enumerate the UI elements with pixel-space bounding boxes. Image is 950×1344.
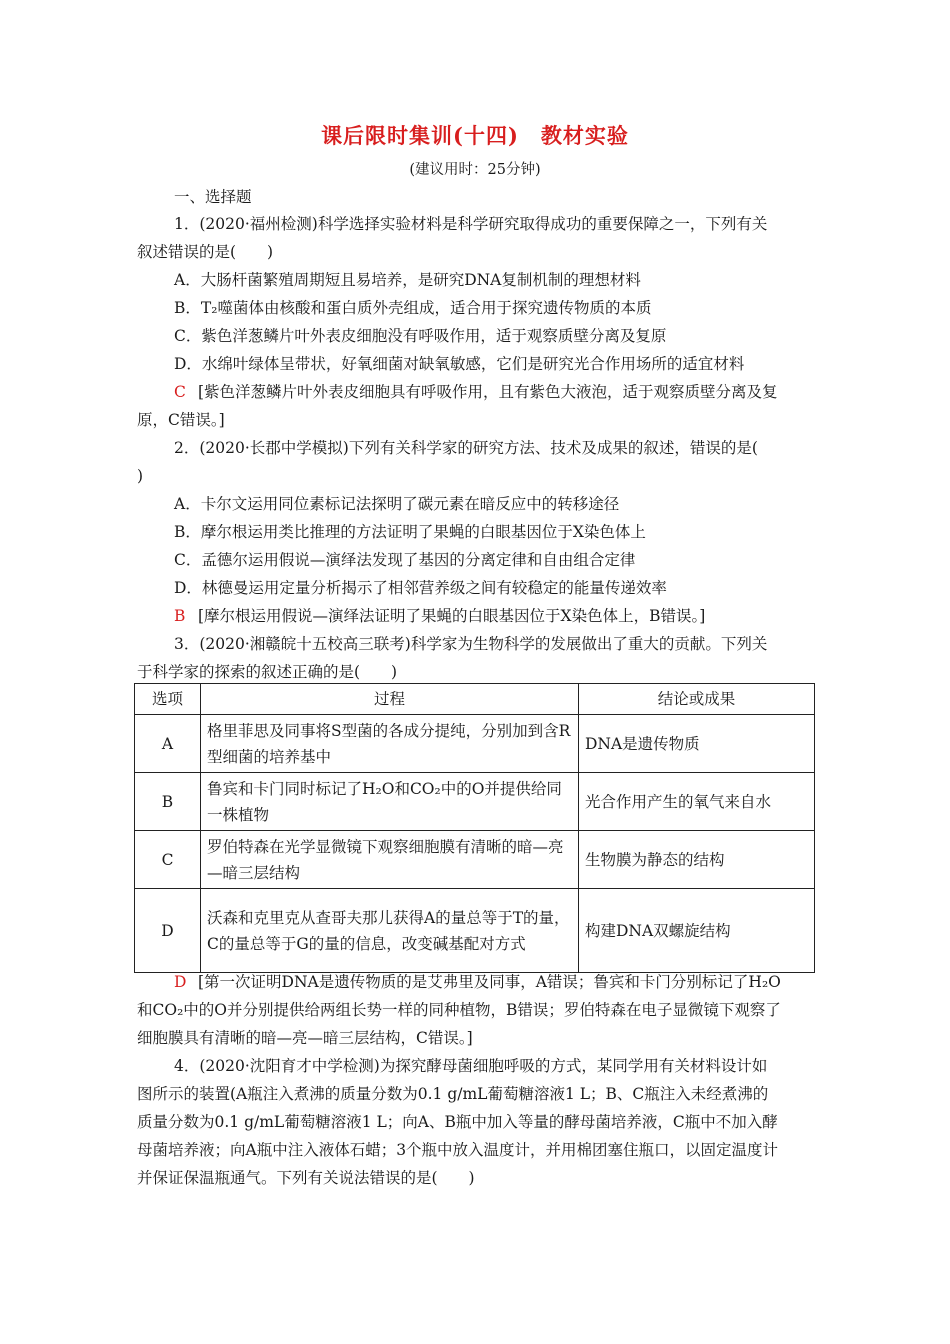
q4-stem-line1: 4．(2020·沈阳育才中学检测)为探究酵母菌细胞呼吸的方式，某同学用有关材料设计如 (174, 1057, 768, 1075)
q3-stem-line2: 于科学家的探索的叙述正确的是( ) (137, 663, 398, 681)
q4-stem-line5: 并保证保温瓶通气。下列有关说法错误的是( ) (137, 1169, 475, 1187)
q3-explain-line1: [第一次证明DNA是遗传物质的是艾弗里及同事，A错误；鲁宾和卡门分别标记了H₂O (198, 973, 781, 991)
table-header-result: 结论或成果 (579, 684, 815, 715)
q4-stem-line3: 质量分数为0.1 g/mL葡萄糖溶液1 L；向A、B瓶中加入等量的酵母菌培养液，C瓶中不加入酵 (137, 1113, 778, 1131)
q2-option-a: A．卡尔文运用同位素标记法探明了碳元素在暗反应中的转移途径 (174, 495, 620, 513)
q1-option-c: C．紫色洋葱鳞片叶外表皮细胞没有呼吸作用，适于观察质壁分离及复原 (174, 327, 667, 345)
q2-option-d: D．林德曼运用定量分析揭示了相邻营养级之间有较稳定的能量传递效率 (174, 579, 667, 597)
table-cell-option: A (135, 715, 201, 773)
table-cell-result: DNA是遗传物质 (579, 715, 815, 773)
table-cell-option: D (135, 889, 201, 973)
q2-explain-line1: [摩尔根运用假说—演绎法证明了果蝇的白眼基因位于X染色体上，B错误。] (198, 607, 706, 625)
table-cell-result: 构建DNA双螺旋结构 (579, 889, 815, 973)
table-row (135, 715, 815, 773)
q3-answer: D (174, 973, 187, 991)
table-header-row (135, 684, 815, 715)
q3-stem-line1: 3．(2020·湘赣皖十五校高三联考)科学家为生物科学的发展做出了重大的贡献。下列关 (174, 635, 768, 653)
section-heading: 一、选择题 (174, 188, 252, 206)
q3-explain-line2: 和CO₂中的O并分别提供给两组长势一样的同种植物，B错误；罗伯特森在电子显微镜下观察了 (137, 1001, 781, 1019)
q1-option-b: B．T₂噬菌体由核酸和蛋白质外壳组成，适合用于探究遗传物质的本质 (174, 299, 652, 317)
q1-explanation (174, 381, 854, 403)
page-title: 课后限时集训(十四) 教材实验 (321, 123, 629, 148)
table-cell-result: 光合作用产生的氧气来自水 (579, 773, 815, 831)
q1-option-d: D．水绵叶绿体呈带状，好氧细菌对缺氧敏感，它们是研究光合作用场所的适宜材料 (174, 355, 745, 373)
q1-answer: C (174, 383, 186, 401)
table-cell-process: 格里菲思及同事将S型菌的各成分提纯，分别加到含R型细菌的培养基中 (201, 715, 579, 773)
q3-explain-line3: 细胞膜具有清晰的暗—亮—暗三层结构，C错误。] (137, 1029, 473, 1047)
q2-explanation (174, 605, 854, 627)
table-header-process: 过程 (201, 684, 579, 715)
q3-explanation (174, 971, 854, 993)
table-cell-result: 生物膜为静态的结构 (579, 831, 815, 889)
table-cell-option: C (135, 831, 201, 889)
q2-stem-line2: ) (137, 467, 144, 485)
table-cell-option: B (135, 773, 201, 831)
table-header-option: 选项 (135, 684, 201, 715)
q3-table (134, 683, 815, 973)
table-row (135, 773, 815, 831)
q4-stem-line2: 图所示的装置(A瓶注入煮沸的质量分数为0.1 g/mL葡萄糖溶液1 L；B、C瓶注入未经煮沸的 (137, 1085, 769, 1103)
q1-explain-line2: 原，C错误。] (137, 411, 225, 429)
q2-option-b: B．摩尔根运用类比推理的方法证明了果蝇的白眼基因位于X染色体上 (174, 523, 646, 541)
table-cell-process: 罗伯特森在光学显微镜下观察细胞膜有清晰的暗—亮—暗三层结构 (201, 831, 579, 889)
q2-option-c: C．孟德尔运用假说—演绎法发现了基因的分离定律和自由组合定律 (174, 551, 636, 569)
q2-answer: B (174, 607, 186, 625)
q1-stem-line2: 叙述错误的是( ) (137, 243, 274, 261)
table-row (135, 831, 815, 889)
q2-stem-line1: 2．(2020·长郡中学模拟)下列有关科学家的研究方法、技术及成果的叙述，错误的是( (174, 439, 758, 457)
q1-option-a: A．大肠杆菌繁殖周期短且易培养，是研究DNA复制机制的理想材料 (174, 271, 641, 289)
suggested-time: (建议用时：25分钟) (409, 162, 541, 178)
q4-stem-line4: 母菌培养液；向A瓶中注入液体石蜡；3个瓶中放入温度计，并用棉团塞住瓶口，以固定温度计 (137, 1141, 779, 1159)
table-row (135, 889, 815, 973)
q1-stem-line1: 1．(2020·福州检测)科学选择实验材料是科学研究取得成功的重要保障之一，下列有关 (174, 215, 768, 233)
q1-explain-line1: [紫色洋葱鳞片叶外表皮细胞具有呼吸作用，且有紫色大液泡，适于观察质壁分离及复 (198, 383, 778, 401)
table-cell-process: 沃森和克里克从查哥夫那儿获得A的量总等于T的量，C的量总等于G的量的信息，改变碱基配对方式 (201, 889, 579, 973)
table-cell-process: 鲁宾和卡门同时标记了H₂O和CO₂中的O并提供给同一株植物 (201, 773, 579, 831)
